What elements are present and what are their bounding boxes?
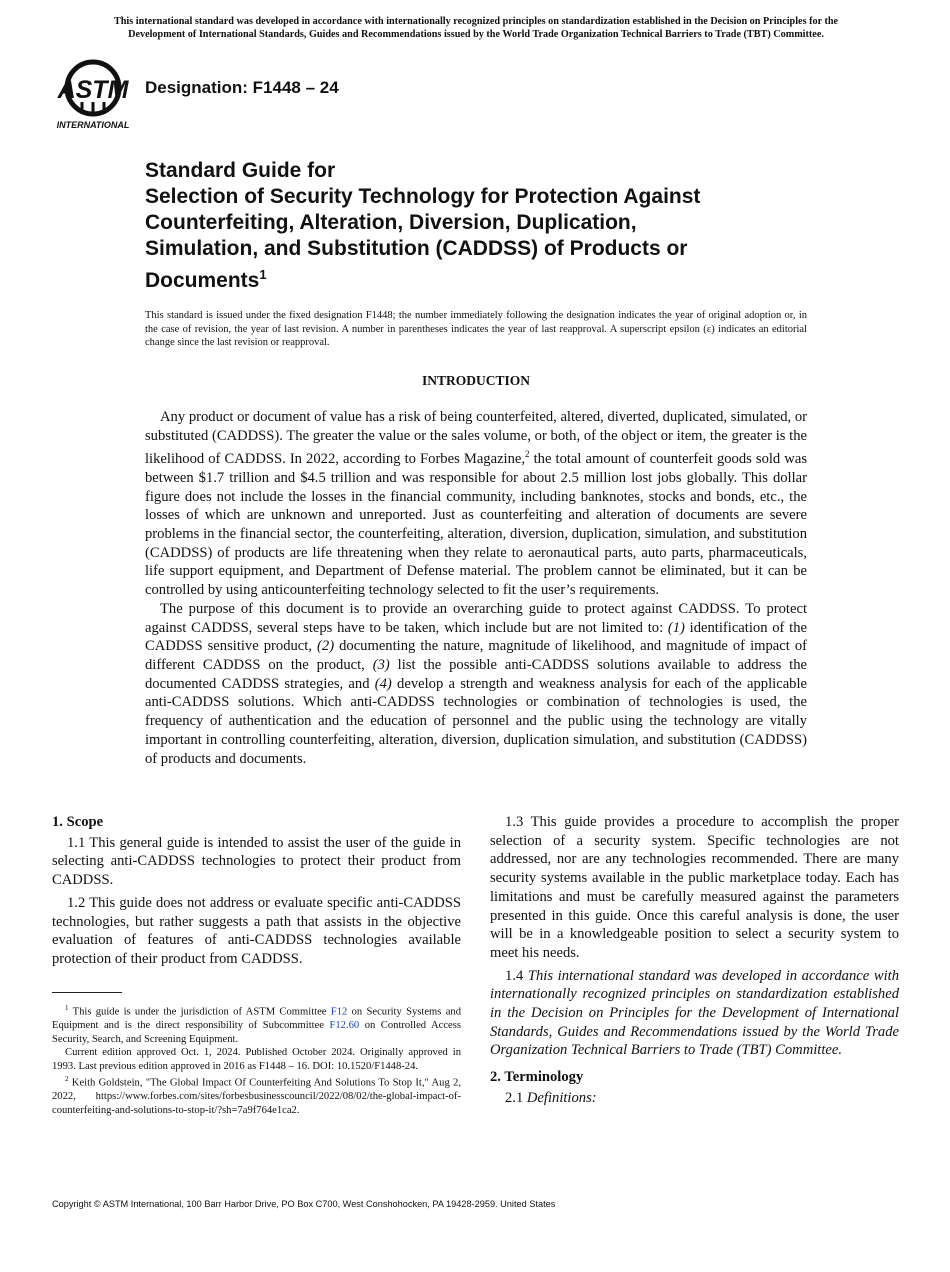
svg-text:INTERNATIONAL: INTERNATIONAL [56,120,130,130]
astm-logo-icon [52,56,134,132]
subcommittee-f12-60-link[interactable]: F12.60 [329,1020,360,1032]
terminology-2-1 [490,1089,899,1108]
intro-p2-enum-3: (3) [372,657,390,673]
footnote-1-edition: Current edition approved Oct. 1, 2024. Published October 2024. Originally approved in 1993. Last previous edition approved in 2016 as F1448 – 16. DOI: 10.1520/F1448-24. [52,1047,461,1072]
intro-p2-text-a: The purpose of this document is to provide an overarching guide to protect against CADDSS. To protect against CADDSS, several steps have to be taken, which include but are not limited to: [145,600,807,636]
footnote-1-text-a: This guide is under the jurisdiction of ASTM Committee [68,1006,331,1018]
intro-p2-text-e: develop a strength and weakness analysis for each of the applicable anti-CADDSS solutions. Which anti-CADDSS technologies or combination of technologies is used, the frequency of authentication and the education of personnel and the public using the technology are vitally important in controlling counterfeiting, alteration, diversion, duplication simulation, and substitution (CADDSS) of products and documents. [145,675,807,767]
tbt-notice [52,16,900,41]
intro-footnote-ref[interactable]: 2 [525,449,530,460]
issue-note: This standard is issued under the fixed designation F1448; the number immediately following the designation indicates the year of original adoption or, in the case of revision, the year of last revision. A number in parentheses indicates the year of last reapproval. A superscript epsilon (ε) indicates an editorial change since the last revision or reapproval. [145,310,807,348]
scope-1-2: 1.2 This guide does not address or evaluate specific anti-CADDSS technologies, but rather suggests a path that assists in the objective evaluation of features of anti-CADDSS technologies available protection of their product from CADDSS. [52,894,461,967]
intro-p1-text-b: the total amount of counterfeit goods sold was between $1.7 trillion and $4.5 trillion and was responsible for about 2.5 million lost jobs globally. This dollar figure does not include the losses in the financial community, including banknotes, stocks and bonds, etc., the losses of which are unknown and unreported. Just as counterfeiting and alteration of documents are severe problems in the financial sector, the counterfeiting, alteration, diversion, duplication, simulation, and substitution (CADDSS) of products are life threatening when they relate to aeronautical parts, auto parts, pharmaceuticals, life support equipment, and Department of Defense material. The problem cannot be eliminated, but it can be controlled by using anticounterfeiting technology selected to fit the user’s requirements. [145,451,807,599]
footnote-1-text-b: on Security Systems and Equipment and is the direct responsibility of Subcommittee [52,1006,461,1032]
scope-1-4-number: 1.4 [505,967,528,984]
svg-text:ASTM: ASTM [57,76,129,104]
designation: Designation: F1448 – 24 [145,78,339,97]
intro-p2-text-c: documenting the nature, magnitude of likelihood, and magnitude of impact of different CADDSS on the product, [145,638,808,673]
terminology-heading: 2. Terminology [490,1069,584,1086]
footnotes [52,1002,461,1117]
tbt-notice-line2: Development of International Standards, Guides and Recommendations issued by the World Trade Organization Technical Barriers to Trade (TBT) Committee. [128,28,824,40]
intro-p1-text-a: Any product or document of value has a risk of being counterfeited, altered, diverted, duplicated, simulated, or substituted (CADDSS). The greater the value or the sales volume, or both, of the object or item, the greater is the likelihood of CADDSS. In 2022, according to Forbes Magazine, [145,409,807,468]
right-column [490,813,899,1112]
title-line-1: Standard Guide for [145,159,336,182]
introduction-heading: INTRODUCTION [421,373,530,388]
footnote-1-marker: 1 [65,1004,69,1012]
scope-1-3: 1.3 This guide provides a procedure to accomplish the proper selection of a security system. Specific technologies are not addressed, nor are any technologies recommended. There are many security systems available in the public marketplace today. Each has limitations and must be carefully measured against the parameters presented in this guide. Once this careful analysis is done, the user will be in a knowledgeable position to select a security system to meet his needs. [490,814,899,961]
intro-p2-text-b: identification of the CADDSS sensitive product, [145,619,807,655]
intro-p2-text-d: list the possible anti-CADDSS solutions available to address the documented CADDSS strategies, and [145,657,808,692]
intro-p2-enum-2: (2) [317,638,335,655]
title-line-5-text: Documents [145,269,260,292]
footnote-1-text-c: on Controlled Access Security, Search, and Screening Equipment. [52,1020,461,1045]
title-line-2: Selection of Security Technology for Protection Against [145,185,701,208]
left-column [52,813,461,973]
footnote-divider [52,992,122,993]
scope-1-4-text: This international standard was developed in accordance with internationally recognized principles on standardization established in the Decision on Principles for the Development of International Standards, Guides and Recommendations issued by the World Trade Organization Technical Barriers to Trade (TBT) Committee. [490,967,900,1059]
terminology-2-1-text: Definitions: [526,1089,597,1106]
scope-1-1: 1.1 This general guide is intended to assist the user of the guide in selecting anti-CADDSS technologies to protect their product from CADDSS. [52,834,461,889]
title-footnote-ref[interactable]: 1 [259,267,267,282]
scope-heading: 1. Scope [52,814,104,830]
footnote-2-marker: 2 [65,1075,69,1084]
astm-logo [52,56,134,132]
footnote-1 [52,1002,461,1046]
introduction-body [145,408,807,768]
tbt-notice-line1: This international standard was developed in accordance with internationally recognized principles on standardization established in the Decision on Principles for the [113,16,839,27]
scope-1-4 [490,967,899,1061]
committee-f12-link[interactable]: F12 [330,1006,348,1018]
document-title [145,158,845,294]
intro-p2-enum-4: (4) [374,675,392,692]
title-line-5 [145,262,845,294]
footnote-2-text: Keith Goldstein, "The Global Impact Of Counterfeiting And Solutions To Stop It," Aug 2, 2022, https://www.forbes.com/sites/forbesbusinesscouncil/2022/08/02/the-global-impact-of-counterfeiting-and-solutions-to-stop-it/?sh=7a9f764e1ca2. [52,1077,461,1116]
title-line-3: Counterfeiting, Alteration, Diversion, Duplication, [145,211,637,234]
intro-paragraph-1 [145,408,807,600]
terminology-2-1-number: 2.1 [505,1089,527,1106]
intro-p2-enum-1: (1) [667,619,685,636]
intro-paragraph-2 [145,600,807,768]
title-line-4: Simulation, and Substitution (CADDSS) of Products or [145,237,688,260]
footnote-2 [52,1073,461,1117]
copyright-footer: Copyright © ASTM International, 100 Barr Harbor Drive, PO Box C700, West Conshohocken, PA 19428-2959. United States [52,1199,556,1209]
